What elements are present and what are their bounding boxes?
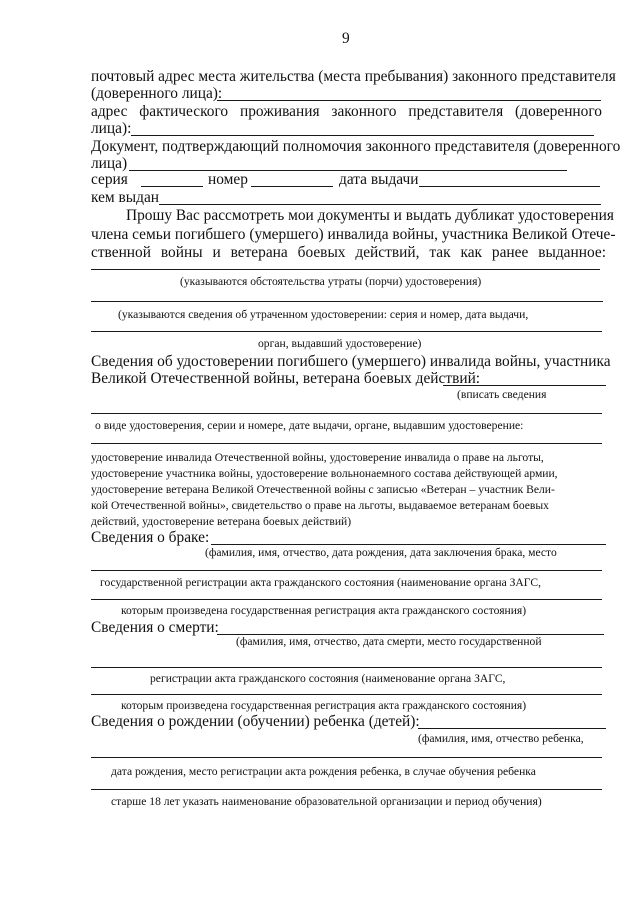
- marriage-field-3[interactable]: [91, 599, 602, 600]
- marriage-hint-2: государственной регистрации акта гражданского состояния (наименование органа ЗАГС,: [100, 576, 541, 589]
- death-label: Сведения о смерти:: [91, 619, 219, 636]
- lost-cert-details-field[interactable]: [91, 301, 603, 302]
- cert-types-line-1: удостоверение инвалида Отечественной войны, удостоверение инвалида о праве на льготы,: [91, 451, 544, 464]
- deceased-cert-field-2[interactable]: [91, 413, 602, 414]
- death-hint-1: (фамилия, имя, отчество, дата смерти, место государственной: [236, 635, 542, 648]
- cert-types-line-3: удостоверение ветерана Великой Отечественной войны с записью «Ветеран – участник Вели-: [91, 483, 555, 496]
- request-paragraph-line-1: Прошу Вас рассмотреть мои документы и выдать дубликат удостоверения: [126, 207, 614, 224]
- death-hint-3: которым произведена государственная регистрация акта гражданского состояния): [121, 699, 527, 712]
- marriage-field[interactable]: [211, 544, 606, 545]
- number-field[interactable]: [251, 186, 333, 187]
- page-number: 9: [342, 30, 350, 47]
- child-birth-field[interactable]: [418, 728, 606, 729]
- series-field[interactable]: [141, 186, 203, 187]
- rep-actual-address-field[interactable]: [131, 135, 594, 136]
- deceased-cert-field-3[interactable]: [91, 443, 602, 444]
- deceased-cert-label-cont: Великой Отечественной войны, ветерана боевых действий:: [91, 370, 481, 387]
- child-birth-hint-3: старше 18 лет указать наименование образовательной организации и период обучения): [111, 795, 542, 808]
- child-birth-hint-1: (фамилия, имя, отчество ребенка,: [418, 732, 584, 745]
- marriage-hint-3: которым произведена государственная регистрация акта гражданского состояния): [121, 604, 527, 617]
- deceased-cert-field[interactable]: [443, 385, 606, 386]
- rep-postal-address-field[interactable]: [217, 100, 601, 101]
- lost-cert-details-field-2[interactable]: [91, 331, 602, 332]
- marriage-field-2[interactable]: [91, 570, 602, 571]
- death-field-3[interactable]: [91, 694, 602, 695]
- request-paragraph-line-3: ственной войны и ветерана боевых действий, так как ранее выданное:: [91, 244, 606, 261]
- rep-postal-address-label-cont: (доверенного лица):: [91, 85, 223, 102]
- death-hint-2: регистрации акта гражданского состояния (наименование органа ЗАГС,: [150, 672, 506, 685]
- issue-date-label: дата выдачи: [339, 171, 419, 188]
- deceased-cert-label: Сведения об удостоверении погибшего (умершего) инвалида войны, участника: [91, 353, 611, 370]
- number-label: номер: [208, 171, 248, 188]
- marriage-label: Сведения о браке:: [91, 529, 210, 546]
- child-birth-field-3[interactable]: [91, 789, 602, 790]
- rep-authority-doc-label-cont: лица): [91, 155, 128, 172]
- issued-by-label: кем выдан: [91, 189, 160, 206]
- cert-types-line-5: действий, удостоверение ветерана боевых действий): [91, 515, 352, 528]
- deceased-cert-hint-1: (вписать сведения: [457, 388, 547, 401]
- rep-actual-address-label-cont: лица):: [91, 120, 132, 137]
- child-birth-hint-2: дата рождения, место регистрации акта рождения ребенка, в случае обучения ребенка: [111, 765, 536, 778]
- child-birth-label: Сведения о рождении (обучении) ребенка (детей):: [91, 713, 420, 730]
- cert-types-line-4: кой Отечественной войны», свидетельство о праве на льготы, выдаваемое ветеранам боевых: [91, 499, 549, 512]
- child-birth-field-2[interactable]: [91, 757, 602, 758]
- series-label: серия: [91, 171, 128, 188]
- marriage-hint-1: (фамилия, имя, отчество, дата рождения, дата заключения брака, место: [205, 546, 557, 559]
- rep-authority-doc-label: Документ, подтверждающий полномочия законного представителя (доверенного: [91, 138, 621, 155]
- loss-circumstances-field[interactable]: [91, 269, 600, 270]
- lost-cert-organ-hint: орган, выдавший удостоверение): [258, 337, 422, 350]
- cert-types-line-2: удостоверение участника войны, удостоверение вольнонаемного состава действующей армии,: [91, 467, 558, 480]
- death-field-2[interactable]: [91, 667, 602, 668]
- rep-actual-address-label: адрес фактического проживания законного представителя (доверенного: [91, 103, 602, 120]
- issued-by-field[interactable]: [159, 204, 601, 205]
- loss-circumstances-hint: (указываются обстоятельства утраты (порчи) удостоверения): [180, 275, 482, 288]
- issue-date-field[interactable]: [419, 186, 600, 187]
- deceased-cert-hint-2: о виде удостоверения, серии и номере, дате выдачи, органе, выдавшим удостоверение:: [95, 419, 524, 432]
- lost-cert-details-hint: (указываются сведения об утраченном удостоверении: серия и номер, дата выдачи,: [118, 308, 529, 321]
- request-paragraph-line-2: члена семьи погибшего (умершего) инвалида войны, участника Великой Отече-: [91, 226, 616, 243]
- rep-postal-address-label: почтовый адрес места жительства (места пребывания) законного представителя: [91, 68, 616, 85]
